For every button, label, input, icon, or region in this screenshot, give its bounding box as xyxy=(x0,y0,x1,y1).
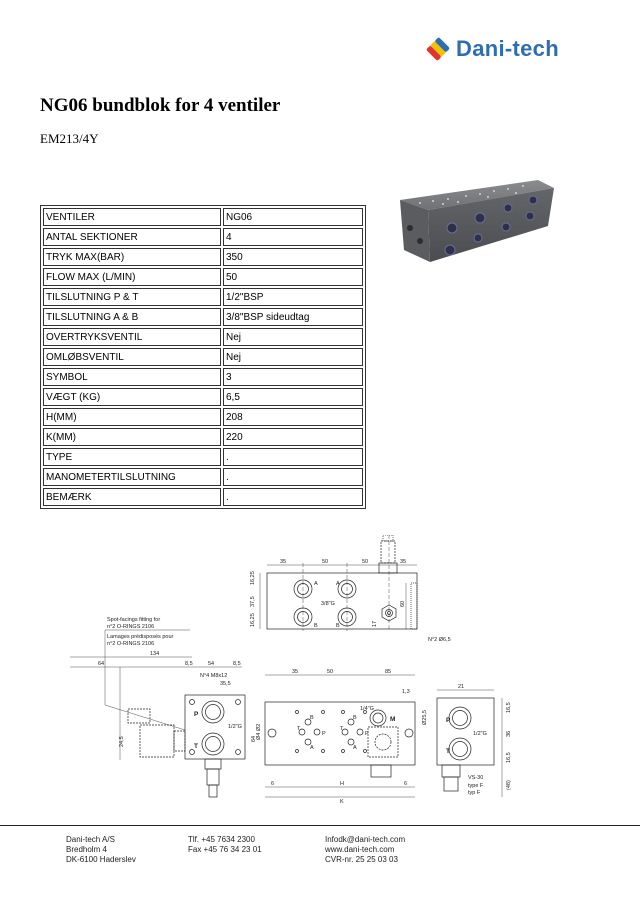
spec-value: 1/2"BSP xyxy=(223,288,363,306)
svg-text:K: K xyxy=(340,799,344,805)
svg-text:54: 54 xyxy=(208,661,215,667)
spec-row xyxy=(43,428,363,446)
city: DK-6100 Haderslev xyxy=(66,855,136,864)
svg-text:64: 64 xyxy=(98,661,105,667)
company-name: Dani-tech A/S xyxy=(66,835,115,844)
spec-row xyxy=(43,248,363,266)
svg-text:n°2 O-RINGS 2106: n°2 O-RINGS 2106 xyxy=(107,641,155,647)
brand-logo xyxy=(426,36,559,62)
svg-text:1/2"G: 1/2"G xyxy=(473,731,487,737)
svg-text:(48): (48) xyxy=(506,780,512,790)
footer-address xyxy=(66,835,136,865)
svg-text:1/4"G: 1/4"G xyxy=(360,706,374,712)
svg-text:typ F: typ F xyxy=(468,790,481,796)
svg-text:37,5: 37,5 xyxy=(250,596,256,607)
website-link[interactable]: www.dani-tech.com xyxy=(325,845,395,854)
svg-text:36: 36 xyxy=(506,730,512,737)
page-title: NG06 bundblok for 4 ventiler xyxy=(40,95,281,116)
spec-row xyxy=(43,328,363,346)
spec-label: OVERTRYKSVENTIL xyxy=(43,328,221,346)
svg-text:B: B xyxy=(310,715,314,721)
svg-text:3/8"G: 3/8"G xyxy=(321,601,335,607)
spec-row xyxy=(43,268,363,286)
spec-row xyxy=(43,228,363,246)
product-photo xyxy=(388,178,556,276)
spec-value: 50 xyxy=(223,268,363,286)
brand-name: Dani-tech xyxy=(456,36,559,61)
spec-label: FLOW MAX (L/MIN) xyxy=(43,268,221,286)
svg-text:35: 35 xyxy=(280,559,287,565)
svg-text:50: 50 xyxy=(362,559,369,565)
spec-value: Nej xyxy=(223,328,363,346)
svg-text:50: 50 xyxy=(327,669,334,675)
svg-text:16,5: 16,5 xyxy=(506,702,512,713)
svg-text:35,5: 35,5 xyxy=(220,681,231,687)
svg-text:n°2 O-RINGS 2106: n°2 O-RINGS 2106 xyxy=(107,624,155,630)
svg-text:A: A xyxy=(353,745,357,751)
spec-value: . xyxy=(223,448,363,466)
svg-text:P: P xyxy=(365,731,369,737)
svg-text:P: P xyxy=(446,717,451,724)
spec-row xyxy=(43,348,363,366)
spec-row xyxy=(43,468,363,486)
spec-label: TRYK MAX(BAR) xyxy=(43,248,221,266)
svg-text:A: A xyxy=(336,581,340,587)
svg-text:Lamages prédisposés pour: Lamages prédisposés pour xyxy=(107,634,174,640)
spec-label: TILSLUTNING A & B xyxy=(43,308,221,326)
spec-value: 6,5 xyxy=(223,388,363,406)
spec-value: NG06 xyxy=(223,208,363,226)
spec-table xyxy=(40,205,366,509)
svg-text:T: T xyxy=(297,726,301,732)
svg-text:64: 64 xyxy=(251,735,257,742)
street: Bredholm 4 xyxy=(66,845,107,854)
svg-text:8,5: 8,5 xyxy=(185,661,193,667)
spec-value: 4 xyxy=(223,228,363,246)
spec-label: MANOMETERTILSLUTNING xyxy=(43,468,221,486)
spec-value: . xyxy=(223,488,363,506)
spec-row xyxy=(43,488,363,506)
svg-text:H: H xyxy=(340,781,344,787)
svg-text:B: B xyxy=(353,715,357,721)
spec-label: TILSLUTNING P & T xyxy=(43,288,221,306)
spec-label: SYMBOL xyxy=(43,368,221,386)
svg-text:T: T xyxy=(194,743,198,750)
svg-text:Ø25,5: Ø25,5 xyxy=(422,710,428,725)
footer-phone xyxy=(188,835,262,855)
svg-text:VS-30: VS-30 xyxy=(468,775,484,781)
svg-text:T: T xyxy=(446,748,450,755)
logo-mark-icon xyxy=(426,37,450,61)
fax: Fax +45 76 34 23 01 xyxy=(188,845,262,854)
svg-text:1,3: 1,3 xyxy=(402,689,410,695)
svg-text:16,25: 16,25 xyxy=(250,571,256,585)
email-link[interactable]: Infodk@dani-tech.com xyxy=(325,835,406,844)
svg-text:A: A xyxy=(314,581,318,587)
svg-text:35: 35 xyxy=(400,559,407,565)
spec-label: ANTAL SEKTIONER xyxy=(43,228,221,246)
svg-text:24,5: 24,5 xyxy=(119,736,125,747)
spec-row xyxy=(43,388,363,406)
svg-text:8,5: 8,5 xyxy=(233,661,241,667)
spec-label: VENTILER xyxy=(43,208,221,226)
svg-text:N°2 Ø6,5: N°2 Ø6,5 xyxy=(428,637,451,643)
svg-text:N°4 M8x12: N°4 M8x12 xyxy=(200,673,228,679)
svg-text:85: 85 xyxy=(385,669,392,675)
footer-divider xyxy=(0,825,640,826)
spec-row xyxy=(43,308,363,326)
spec-label: OMLØBSVENTIL xyxy=(43,348,221,366)
cvr-number: CVR-nr. 25 25 03 03 xyxy=(325,855,398,864)
svg-text:16,5: 16,5 xyxy=(506,752,512,763)
svg-text:17: 17 xyxy=(372,620,378,627)
svg-text:P: P xyxy=(322,731,326,737)
spec-label: H(MM) xyxy=(43,408,221,426)
spec-label: BEMÆRK xyxy=(43,488,221,506)
svg-text:21: 21 xyxy=(458,684,465,690)
spec-value: 208 xyxy=(223,408,363,426)
spec-value: 3 xyxy=(223,368,363,386)
svg-text:35: 35 xyxy=(292,669,299,675)
spec-row xyxy=(43,208,363,226)
spec-label: K(MM) xyxy=(43,428,221,446)
svg-text:B: B xyxy=(336,623,340,629)
svg-text:6: 6 xyxy=(271,781,275,787)
svg-text:P: P xyxy=(194,711,199,718)
spec-row xyxy=(43,448,363,466)
svg-text:1/2"G: 1/2"G xyxy=(228,724,242,730)
svg-text:6: 6 xyxy=(404,781,408,787)
spec-value: 3/8"BSP sideudtag xyxy=(223,308,363,326)
spec-label: TYPE xyxy=(43,448,221,466)
spec-value: . xyxy=(223,468,363,486)
footer-contact xyxy=(325,835,405,865)
svg-text:134: 134 xyxy=(150,651,160,657)
spec-label: VÆGT (KG) xyxy=(43,388,221,406)
svg-text:T: T xyxy=(340,726,344,732)
svg-text:16,25: 16,25 xyxy=(250,613,256,627)
phone: Tlf. +45 7634 2300 xyxy=(188,835,255,844)
svg-text:60: 60 xyxy=(400,600,406,607)
spec-row xyxy=(43,368,363,386)
svg-text:type F: type F xyxy=(468,783,484,789)
spec-value: 220 xyxy=(223,428,363,446)
svg-text:50: 50 xyxy=(322,559,329,565)
product-code: EM213/4Y xyxy=(40,131,99,146)
svg-text:Spot-facings fitting for: Spot-facings fitting for xyxy=(107,617,161,623)
svg-text:Ø4 Ø2: Ø4 Ø2 xyxy=(256,723,262,740)
spec-row xyxy=(43,408,363,426)
spec-value: 350 xyxy=(223,248,363,266)
technical-drawing xyxy=(60,535,530,805)
svg-text:A: A xyxy=(310,745,314,751)
spec-value: Nej xyxy=(223,348,363,366)
svg-text:B: B xyxy=(314,623,318,629)
svg-text:M: M xyxy=(390,716,396,723)
spec-row xyxy=(43,288,363,306)
